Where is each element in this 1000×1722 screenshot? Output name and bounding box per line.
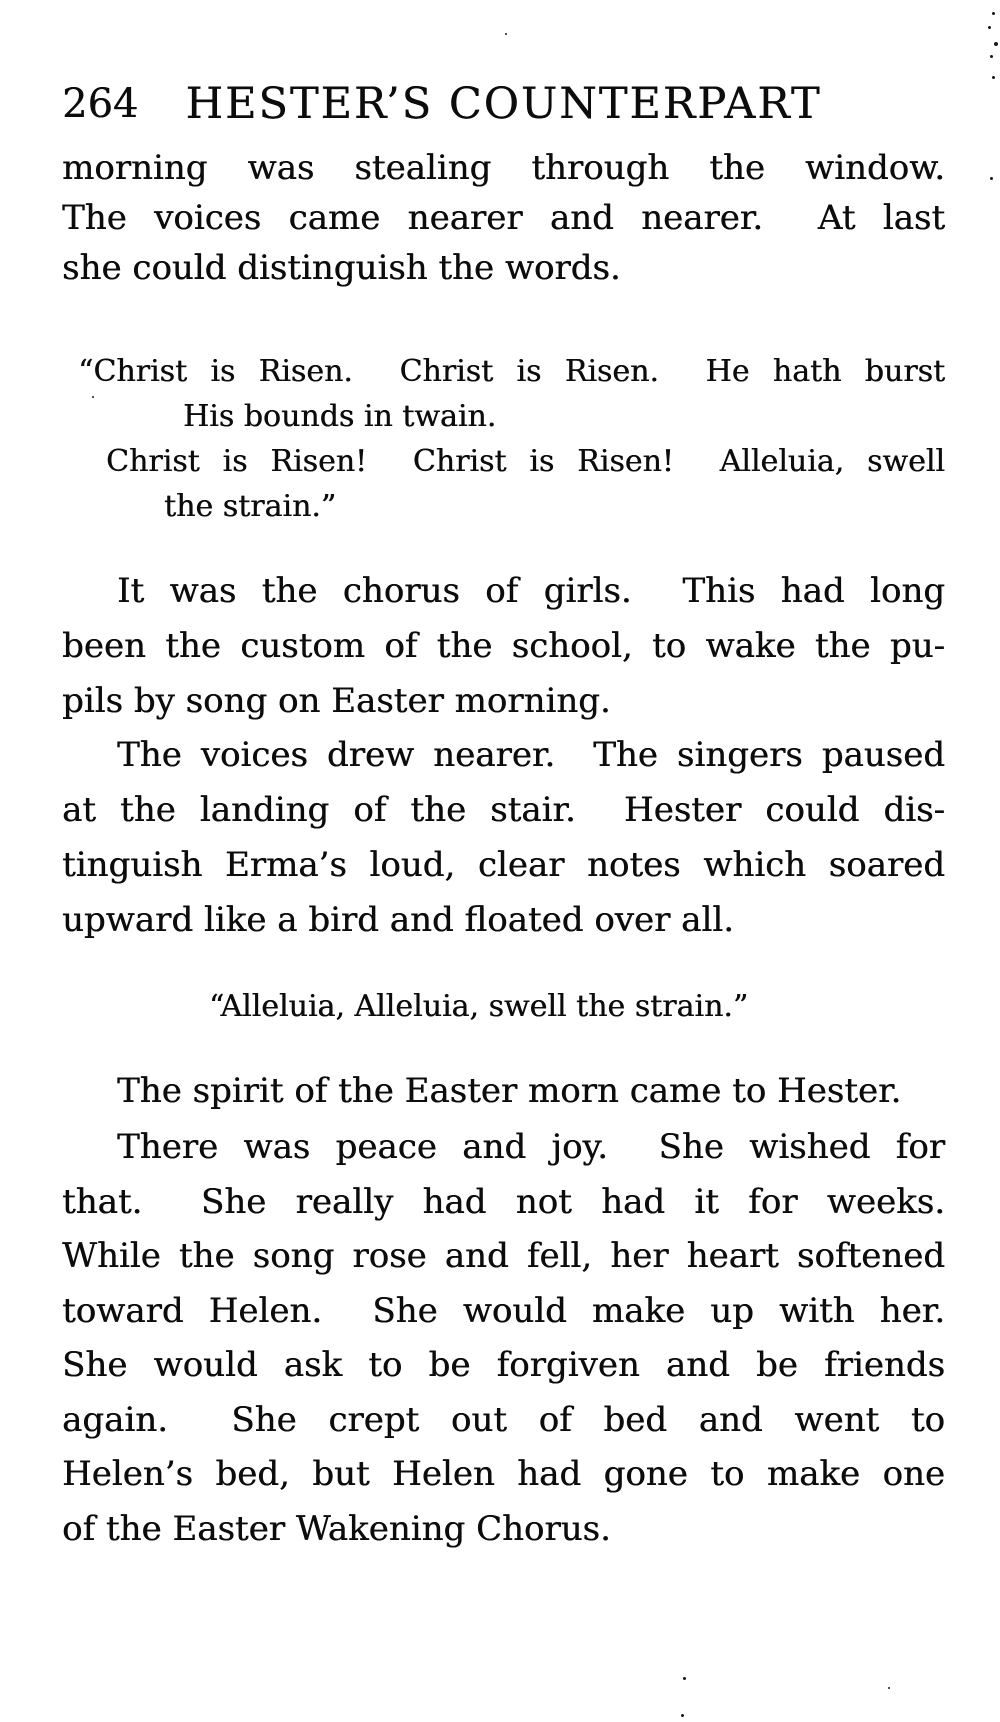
text-line: It was the chorus of girls. This had long [117,571,945,611]
text-line: toward Helen. She would make up with her. [62,1290,945,1331]
paragraph [62,1120,945,1556]
text-line: The voices drew nearer. The singers paused [117,735,945,775]
verse-line: “Christ is Risen. Christ is Risen. He hath burst [78,354,945,389]
text-line: again. She crept out of bed and went to [62,1399,945,1440]
text-line: that. She really had not had it for weeks. [62,1181,945,1222]
text-line: of the Easter Wakening Chorus. [62,1508,611,1549]
text-line: been the custom of the school, to wake the pu- [62,626,945,666]
text-line: The voices came nearer and nearer. At last [62,198,945,238]
paragraph [62,1066,945,1116]
text-line: There was peace and joy. She wished for [117,1127,945,1167]
text-line: While the song rose and fell, her heart softened [62,1236,945,1276]
text-line: The spirit of the Easter morn came to Hester. [117,1071,902,1111]
paragraph [62,143,945,293]
scan-speckle [992,12,995,15]
scan-speckle [681,1714,684,1717]
verse [62,349,945,529]
text-line: pils by song on Easter morning. [62,681,611,721]
scan-speckle [990,177,993,180]
scan-speckle [992,76,995,79]
verse-line: the strain.” [164,489,337,524]
scan-speckle [888,1687,890,1689]
scan-speckle [683,1677,686,1680]
text-line: tinguish Erma’s loud, clear notes which soared [62,845,945,885]
scan-speckle [92,396,94,398]
text-line: she could distinguish the words. [62,248,621,288]
scan-speckle [988,26,991,29]
paragraph [62,564,945,729]
text-line: Helen’s bed, but Helen had gone to make one [62,1454,945,1494]
verse-line: His bounds in twain. [183,399,497,434]
text-line: upward like a bird and floated over all. [62,900,734,940]
running-title: HESTER’S COUNTERPART [185,79,822,129]
paragraph [62,728,945,948]
verse-line: “Alleluia, Alleluia, swell the strain.” [208,989,749,1024]
scan-speckle [994,42,998,46]
verse [62,984,945,1029]
text-line: morning was stealing through the window. [62,148,945,188]
scan-speckle [990,55,993,58]
page-number: 264 [62,81,139,127]
text-line: She would ask to be forgiven and be friends [62,1345,945,1385]
scan-speckle [505,33,507,35]
verse-line: Christ is Risen! Christ is Risen! Alleluia, swell [106,444,945,479]
text-line: at the landing of the stair. Hester could dis- [62,790,945,830]
